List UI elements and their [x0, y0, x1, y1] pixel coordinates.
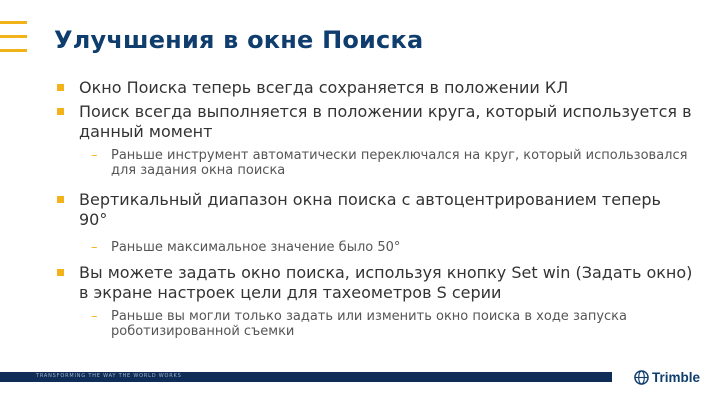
sub-bullet-4-1-text: Раньше вы могли только задать или изменить окно поиска в ходе запуска роботизированной съемки: [111, 309, 627, 339]
bullet-marker-icon: [57, 84, 64, 91]
slide-title: Улучшения в окне Поиска: [54, 26, 424, 54]
bullet-1: [54, 78, 694, 98]
dash-marker-icon: –: [91, 148, 98, 163]
dash-marker-icon: –: [91, 309, 98, 324]
sub-bullet-3-1: [54, 240, 694, 255]
bullet-marker-icon: [57, 196, 64, 203]
bullet-3-text: Вертикальный диапазон окна поиска с автоцентрированием теперь 90°: [79, 190, 661, 229]
bullet-marker-icon: [57, 269, 64, 276]
bullet-2-text: Поиск всегда выполняется в положении круга, который используется в данный момент: [79, 102, 692, 141]
sub-bullet-4-1: [54, 309, 694, 339]
sub-bullet-3-1-text: Раньше максимальное значение было 50°: [111, 240, 401, 255]
bullet-2: [54, 102, 694, 142]
bullet-4: [54, 263, 694, 303]
bullet-1-text: Окно Поиска теперь всегда сохраняется в положении КЛ: [79, 78, 569, 97]
trimble-logo: [634, 369, 700, 385]
bullet-marker-icon: [57, 108, 64, 115]
bullet-list: [54, 78, 694, 339]
trimble-globe-icon: [634, 370, 649, 385]
sub-bullet-2-1: [54, 148, 694, 178]
menu-lines-icon: [0, 21, 27, 53]
bullet-4-text: Вы можете задать окно поиска, используя кнопку Set win (Задать окно) в экране настроек цели для тахеометров S серии: [79, 263, 693, 302]
sub-bullet-2-1-text: Раньше инструмент автоматически переключался на круг, который использовался для задания окна поиска: [111, 148, 688, 178]
dash-marker-icon: –: [91, 240, 98, 255]
footer-tagline: TRANSFORMING THE WAY THE WORLD WORKS: [36, 373, 182, 379]
logo-text: Trimble: [652, 369, 701, 385]
bullet-3: [54, 190, 694, 230]
